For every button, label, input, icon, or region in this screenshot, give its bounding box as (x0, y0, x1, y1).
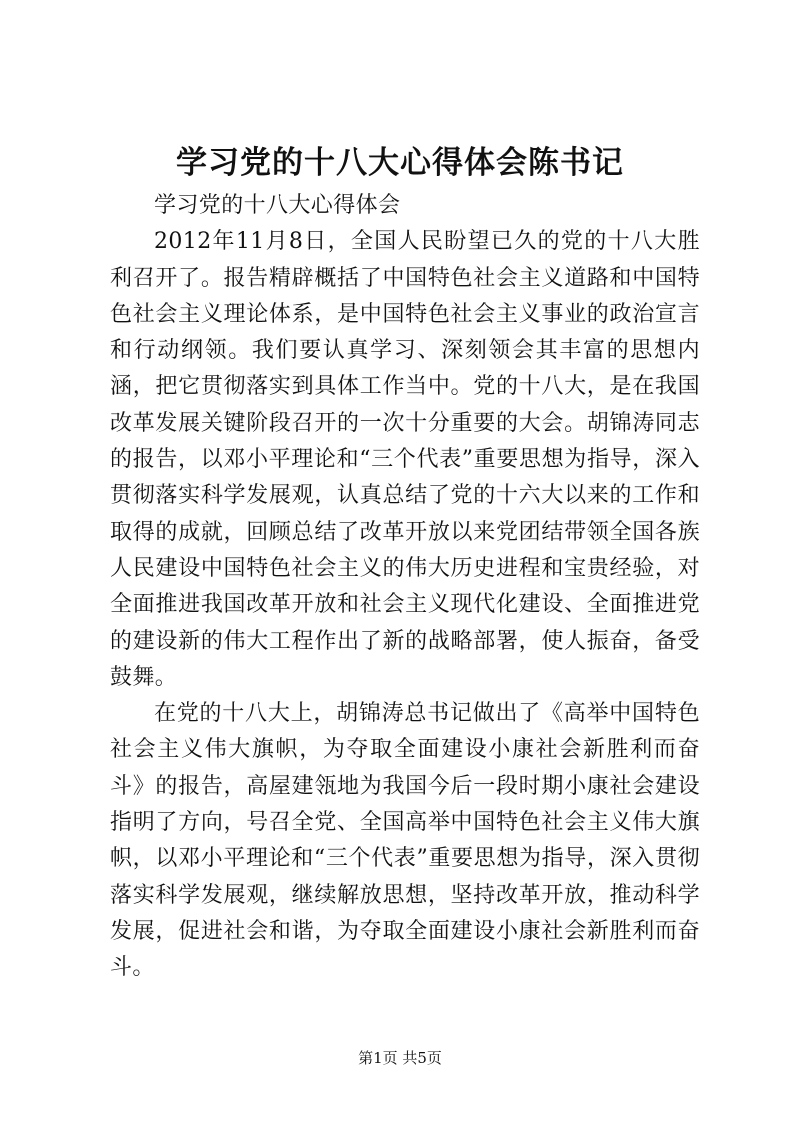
page-footer: 第1页 共5页 (358, 1049, 442, 1067)
paragraph-1: 2012年11月8日，全国人民盼望已久的党的十八大胜利召开了。报告精辟概括了中国特色社会主义道路和中国特色社会主义理论体系，是中国特色社会主义事业的政治宣言和行动纲领。我们要认真学习、深刻领会其丰富的思想内涵，把它贯彻落实到具体工作当中。党的十八大，是在我国改革发展关键阶段召开的一次十分重要的大会。胡锦涛同志的报告，以邓小平理论和“三个代表”重要思想为指导，深入贯彻落实科学发展观，认真总结了党的十六大以来的工作和取得的成就，回顾总结了改革开放以来党团结带领全国各族人民建设中国特色社会主义的伟大历史进程和宝贵经验，对全面推进我国改革开放和社会主义现代化建设、全面推进党的建设新的伟大工程作出了新的战略部署，使人振奋，备受鼓舞。 (110, 229, 700, 690)
paragraph-2: 在党的十八大上，胡锦涛总书记做出了《高举中国特色社会主义伟大旗帜，为夺取全面建设小康社会新胜利而奋斗》的报告，高屋建瓴地为我国今后一段时期小康社会建设指明了方向，号召全党、全国高举中国特色社会主义伟大旗帜，以邓小平理论和“三个代表”重要思想为指导，深入贯彻落实科学发展观，继续解放思想，坚持改革开放，推动科学发展，促进社会和谐，为夺取全面建设小康社会新胜利而奋斗。 (110, 701, 700, 981)
document-title: 学习党的十八大心得体会陈书记 (176, 145, 624, 181)
document-body (110, 188, 700, 987)
document-subtitle: 学习党的十八大心得体会 (154, 193, 401, 218)
